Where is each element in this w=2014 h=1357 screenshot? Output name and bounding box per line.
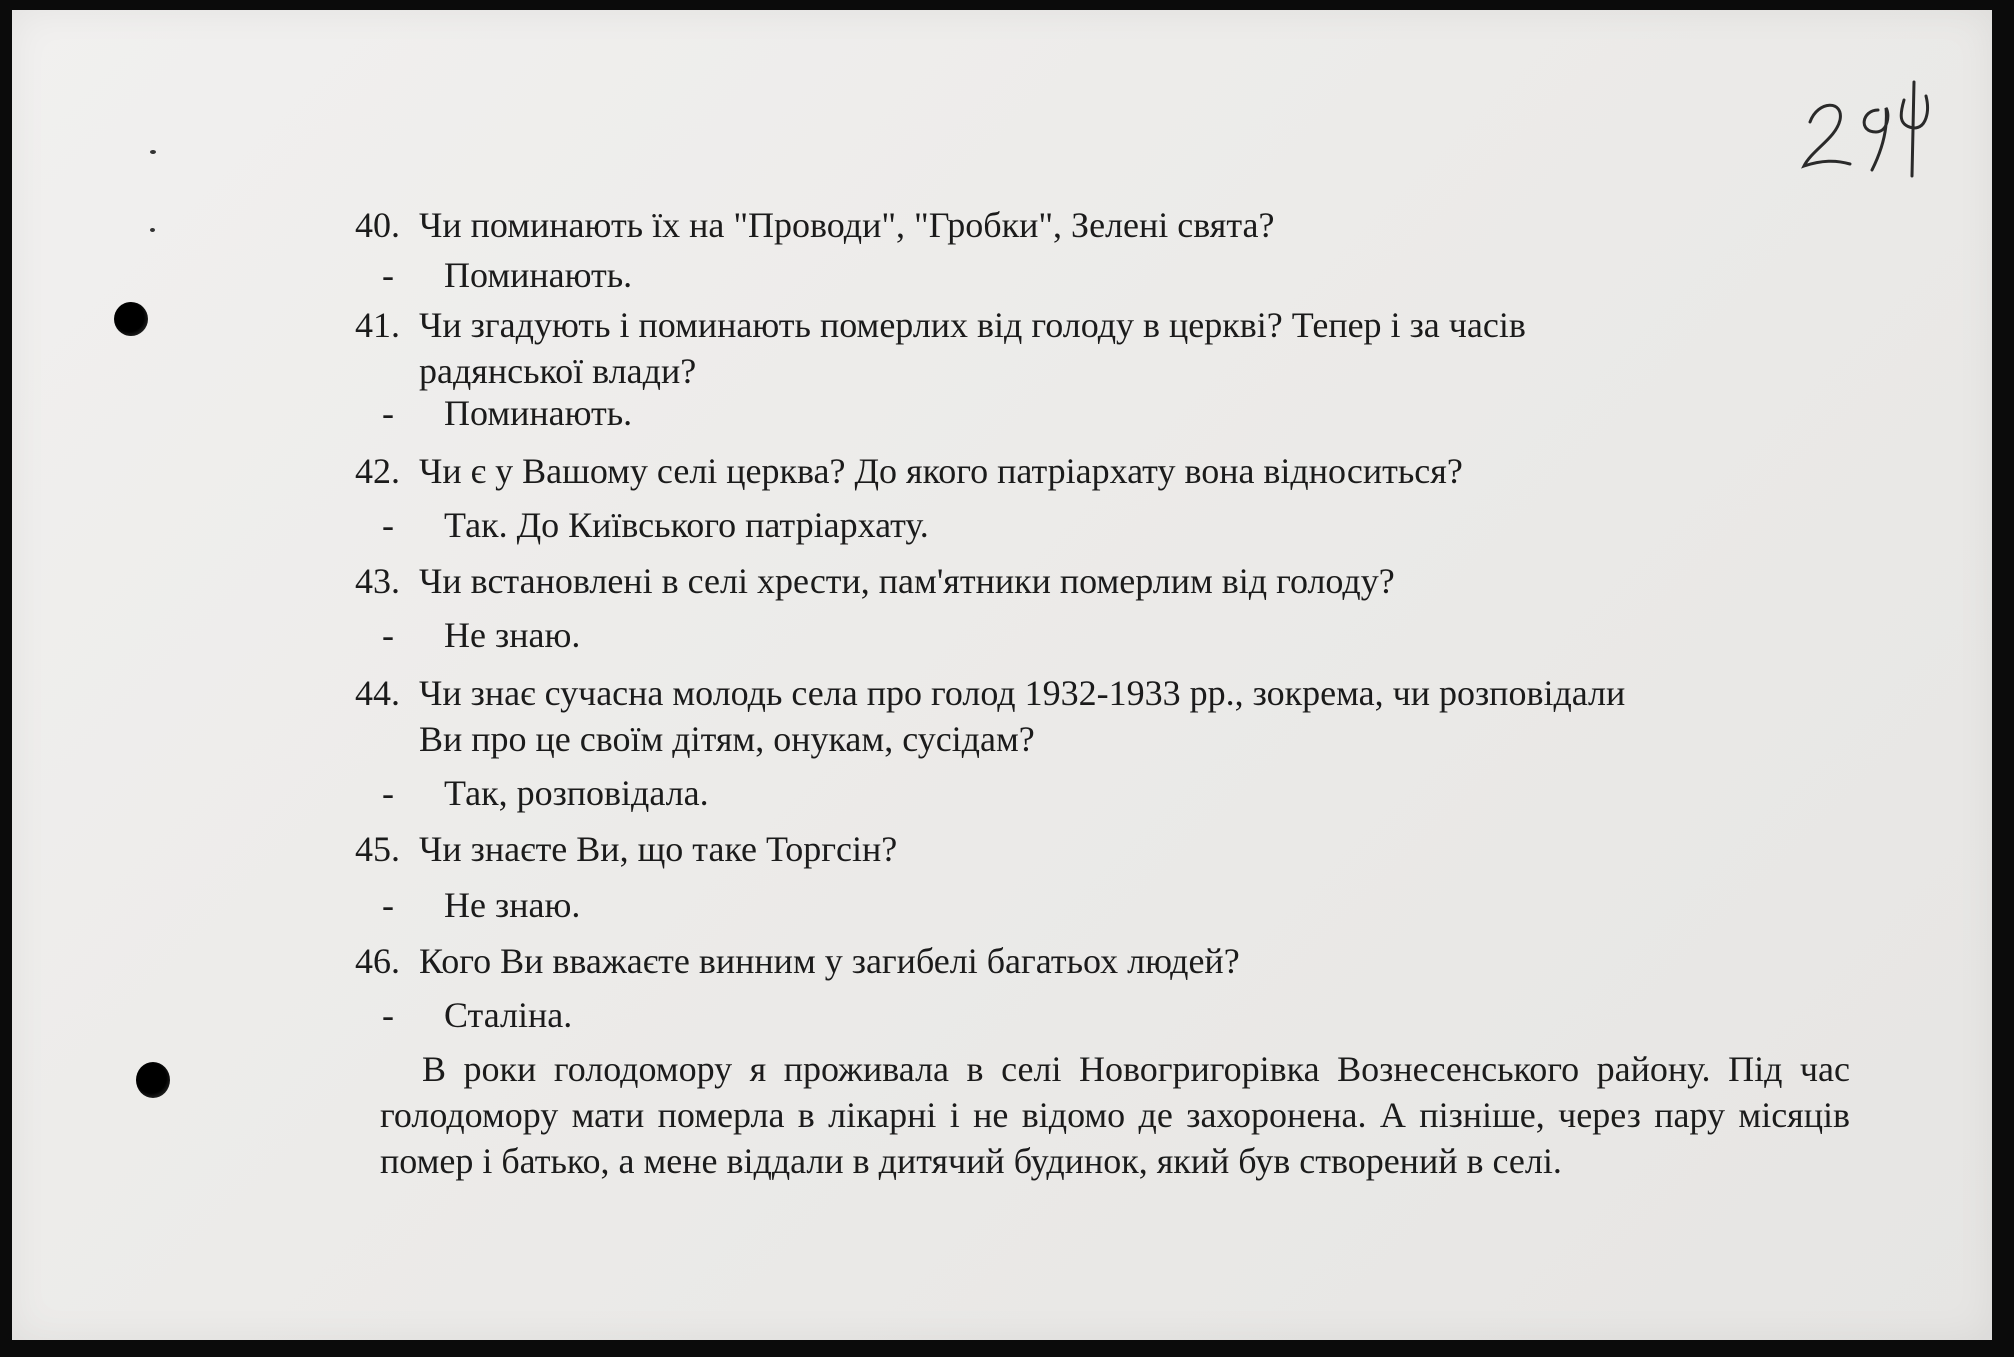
answer-text: Не знаю. bbox=[444, 885, 581, 925]
question-number: 43. bbox=[355, 561, 400, 601]
question-text: Чи знає сучасна молодь села про голод 1932-1933 рр., зокрема, чи розповідали bbox=[419, 673, 1626, 713]
question-number: 45. bbox=[355, 829, 400, 869]
question-text-continuation: Ви про це своїм дітям, онукам, сусідам? bbox=[419, 719, 1035, 759]
answer-text: Поминають. bbox=[444, 255, 633, 295]
answer-dash: - bbox=[382, 505, 394, 545]
question-text: Чи поминають їх на "Проводи", "Гробки", Зелені свята? bbox=[419, 205, 1275, 245]
question-number: 44. bbox=[355, 673, 400, 713]
answer-text: Так. До Київського патріархату. bbox=[444, 505, 929, 545]
question-text: Кого Ви вважаєте винним у загибелі багатьох людей? bbox=[419, 941, 1240, 981]
question-number: 40. bbox=[355, 205, 400, 245]
question-number: 46. bbox=[355, 941, 400, 981]
closing-paragraph: В роки голодомору я проживала в селі Новогригорівка Вознесенського району. Під час голодомору мати померла в лікарні і не відомо де захоронена. А пізніше, через пару місяців помер і батько, а мене віддали в дитячий будинок, який був створений в селі. bbox=[380, 1049, 1850, 1181]
answer-text: Так, розповідала. bbox=[444, 773, 709, 813]
answer-dash: - bbox=[382, 255, 394, 295]
question-text: Чи згадують і поминають померлих від голоду в церкві? Тепер і за часів bbox=[419, 305, 1526, 345]
question-number: 41. bbox=[355, 305, 400, 345]
answer-text: Не знаю. bbox=[444, 615, 581, 655]
question-text: Чи є у Вашому селі церква? До якого патріархату вона відноситься? bbox=[419, 451, 1463, 491]
answer-dash: - bbox=[382, 995, 394, 1035]
question-number: 42. bbox=[355, 451, 400, 491]
question-text-continuation: радянської влади? bbox=[419, 351, 697, 391]
answer-dash: - bbox=[382, 393, 394, 433]
answer-text: Поминають. bbox=[444, 393, 633, 433]
answer-dash: - bbox=[382, 615, 394, 655]
question-text: Чи встановлені в селі хрести, пам'ятники померлим від голоду? bbox=[419, 561, 1395, 601]
answer-dash: - bbox=[382, 885, 394, 925]
answer-text: Сталіна. bbox=[444, 995, 573, 1035]
answer-dash: - bbox=[382, 773, 394, 813]
question-text: Чи знаєте Ви, що таке Торгсін? bbox=[419, 829, 898, 869]
